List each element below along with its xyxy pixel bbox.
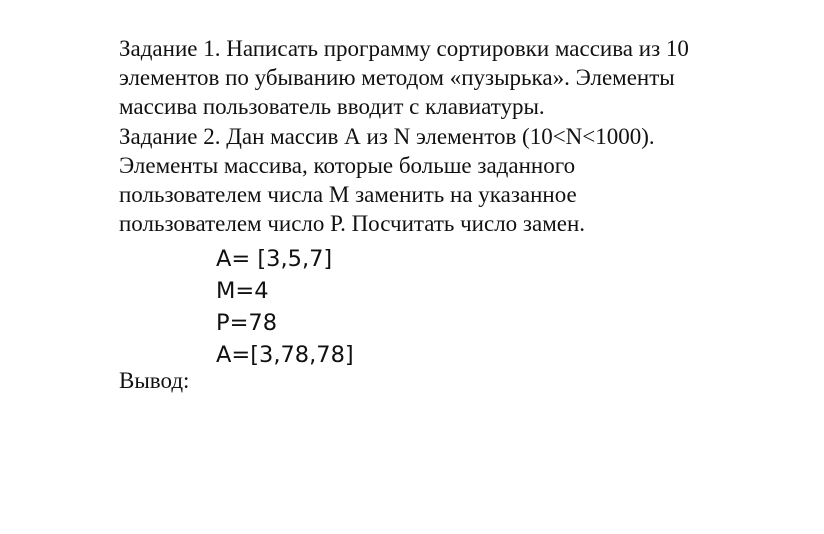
- example-array-output: A=[3,78,78]: [216, 342, 354, 368]
- task2-line-2: Элементы массива, которые больше заданного: [119, 152, 576, 178]
- output-label: Вывод:: [119, 368, 190, 393]
- example-block: [216, 243, 354, 371]
- example-array-input: A= [3,5,7]: [216, 246, 333, 272]
- task-description: [119, 34, 779, 238]
- task1-line-1: Задание 1. Написать программу сортировки массива из 10: [119, 36, 689, 61]
- task2-line-4: пользователем число Р. Посчитать число замен.: [119, 211, 586, 237]
- example-p-value: P=78: [216, 310, 278, 336]
- task1-line-2: элементов по убыванию методом «пузырька». Элементы: [119, 65, 675, 91]
- example-m-value: M=4: [216, 278, 269, 304]
- task2-line-1: Задание 2. Дан массив А из N элементов (10<N<1000).: [119, 123, 655, 149]
- task2-line-3: пользователем числа М заменить на указанное: [119, 181, 577, 207]
- task1-line-3: массива пользователь вводит с клавиатуры.: [119, 94, 545, 120]
